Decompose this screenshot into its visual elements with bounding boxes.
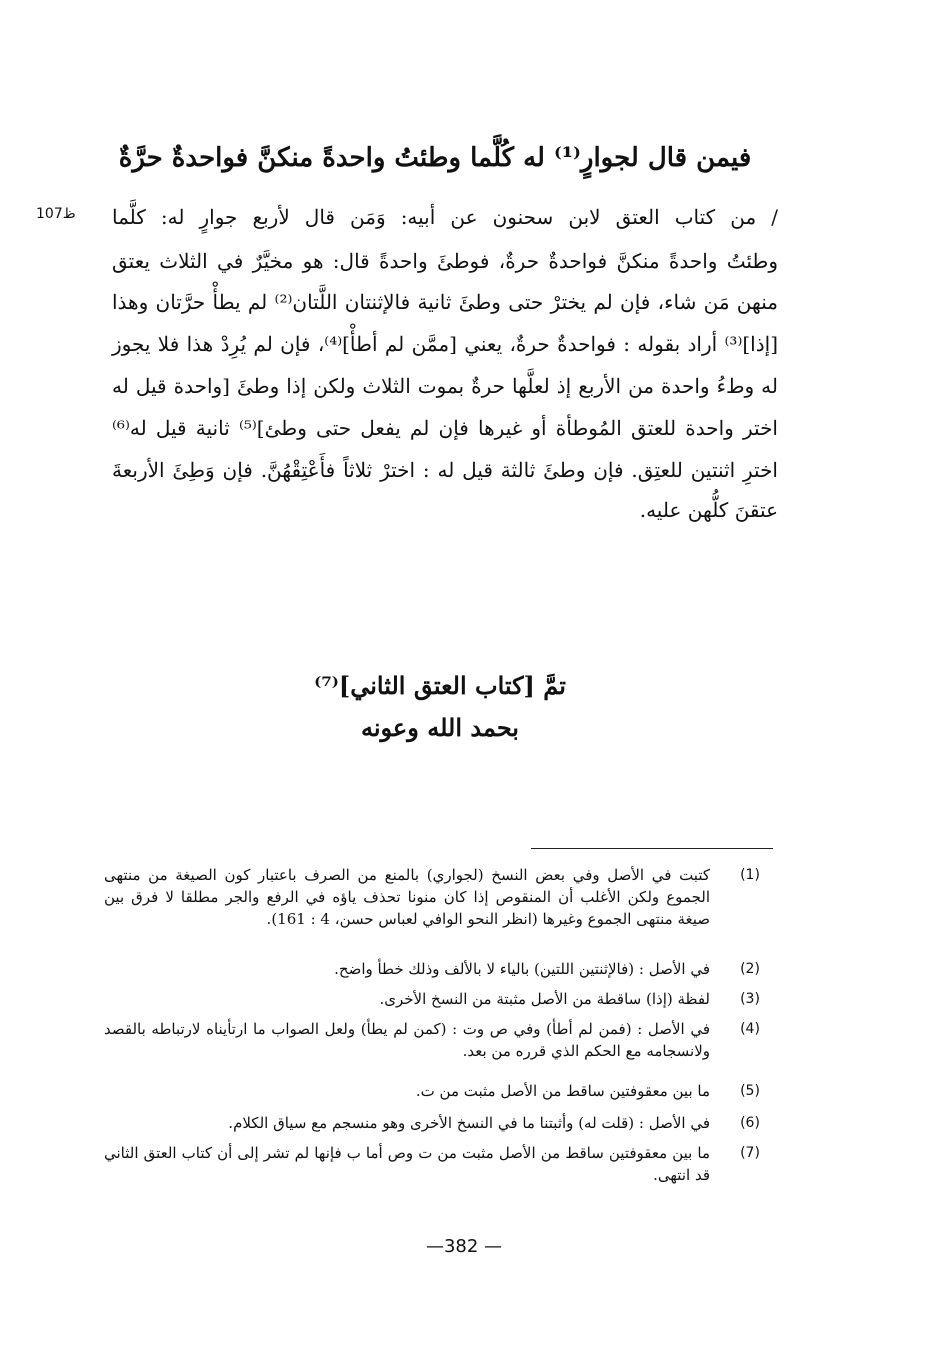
footnote bbox=[104, 1018, 770, 1068]
body-line: اخترِ اثنتين للعتِق. فإن وطئَ ثالثة قيل له : اخترْ ثلاثاً فأَعْتِقْهُنَّ. فإن وَطِئَ الأربعةَ bbox=[112, 458, 778, 482]
footnote-number: (6) bbox=[740, 1115, 760, 1131]
footnote bbox=[104, 988, 770, 1010]
footnote-text: في الأصل : (قلت له) وأثبتنا ما في النسخ الأخرى وهو منسجم مع سياق الكلام. bbox=[228, 1114, 710, 1132]
footnote-text: في الأصل : (فالإثنتين اللتين) بالياء لا بالألف وذلك خطأ واضح. bbox=[334, 960, 710, 978]
footnote bbox=[104, 1080, 770, 1102]
footnote bbox=[104, 958, 770, 980]
footnote-number: (7) bbox=[740, 1145, 760, 1161]
footnote-text: ما بين معقوفتين ساقط من الأصل مثبت من ت وص أما ب فإنها لم تشر إلى أن كتاب العتق الثاني قد انتهى. bbox=[104, 1144, 710, 1184]
body-line: [إذا]⁽³⁾ أراد بقوله : فواحدةٌ حرةٌ، يعني [ممَّن لم أطأْ]⁽⁴⁾، فإن لم يُرِدْ هذا فلا يجوز bbox=[112, 332, 778, 356]
section-heading: فيمن قال لجوارٍ⁽¹⁾ له كُلَّما وطئتُ واحدةً منكنَّ فواحدةٌ حرَّةٌ bbox=[118, 143, 752, 173]
footnote-number: (1) bbox=[740, 867, 760, 883]
body-line: / من كتاب العتق لابن سحنون عن أبيه: وَمَن قال لأربع جوارٍ له: كلَّما bbox=[112, 205, 778, 229]
footnote-number: (5) bbox=[740, 1083, 760, 1099]
footnote-text: في الأصل : (فمن لم أطأ) وفي ص وت : (كمن لم يطأ) ولعل الصواب ما ارتأيناه لارتباطه بالقصد ولانسجامه مع الحكم الذي قرره من بعد. bbox=[104, 1020, 710, 1060]
body-line: اختر واحدة للعتق المُوطأة أو غيرها فإن لم يفعل حتى وطئ]⁽⁵⁾ ثانية قيل له⁽⁶⁾ bbox=[112, 416, 778, 440]
body-line: وطئتُ واحدةً منكنَّ فواحدةٌ حرةٌ، فوطئَ واحدةً قال: هو مخيَّرٌ في الثلاث يعتق bbox=[112, 249, 778, 273]
footnote-text: لفظة (إذا) ساقطة من الأصل مثبتة من النسخ الأخرى. bbox=[379, 990, 710, 1008]
body-line: عتقنَ كلُّهن عليه. bbox=[639, 498, 778, 522]
footnote-number: (2) bbox=[740, 961, 760, 977]
footnote bbox=[104, 1112, 770, 1134]
body-line: له وطءُ واحدة من الأربع إذ لعلَّها حرةٌ بموت الثلاث ولكن إذا وطئَ [واحدة قيل له bbox=[112, 374, 779, 398]
page-number: —382 — bbox=[425, 1236, 503, 1257]
body-line: منهن مَن شاء، فإن لم يخترْ حتى وطئَ ثانية فالإثنتان اللَّتان⁽²⁾ لم يطأْ حرَّتان وهذا bbox=[112, 290, 778, 314]
footnote bbox=[104, 864, 770, 948]
footnote-number: (3) bbox=[740, 991, 760, 1007]
colophon-line: تمَّ [كتاب العتق الثاني]⁽⁷⁾ bbox=[314, 671, 566, 700]
footnote-text: كتبت في الأصل وفي بعض النسخ (لجواري) بالمنع من الصرف باعتبار كون الصيغة من منتهى الجموع ولكن الأغلب أن المنقوص إذا كان منونا تحذف ياؤه في الرفع والجر مطلقا لا فرق بين صيغة منتهى الجموع وغيرها (انظر النحو الوافي لعباس حسن، 4 : 161). bbox=[104, 866, 710, 928]
margin-folio-note: ظ107 bbox=[36, 206, 76, 222]
footnote-text: ما بين معقوفتين ساقط من الأصل مثبت من ت. bbox=[415, 1082, 710, 1100]
footnote-separator bbox=[531, 848, 773, 849]
footnote-number: (4) bbox=[740, 1021, 760, 1037]
footnote bbox=[104, 1142, 770, 1192]
colophon-line: بحمد الله وعونه bbox=[360, 713, 519, 742]
